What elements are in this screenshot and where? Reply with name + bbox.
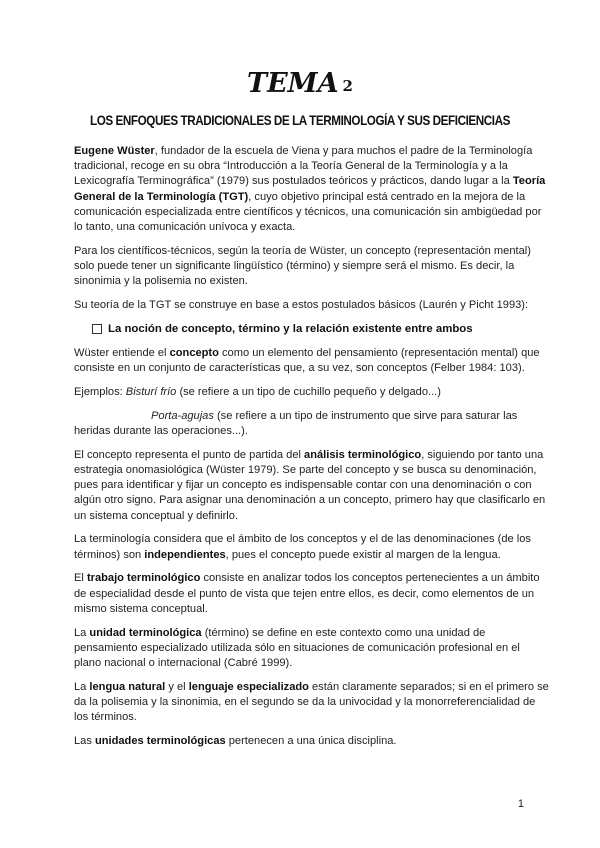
paragraph-text: están claramente separados; si en el primero se da la polisemia y la sinonimia, en el segundo se da la univocidad y la monorreferencialidad de los términos. — [74, 680, 549, 724]
bold-term: análisis terminológico — [304, 448, 422, 461]
paragraph-text: consiste en analizar todos los conceptos pertenecientes a un ámbito de especialidad desde el punto de vista que tejen entre ellos, es decir, como elementos de un mismo sistema conceptual. — [74, 572, 540, 615]
chapter-number: 2 — [342, 77, 353, 95]
paragraph-concepto — [74, 346, 550, 376]
bold-term: Eugene Wüster — [74, 145, 155, 157]
paragraph-text: , cuyo objetivo principal está centrado en la mejora de la comunicación especializada entre científicos y técnicos, una comunicación sin ambigüedad por lo tanto, una comunicación unívoca y exacta. — [74, 190, 542, 234]
paragraph-text: y el — [165, 680, 189, 693]
paragraph-postulados: Su teoría de la TGT se construye en base a estos postulados básicos (Laurén y Picht 1993): — [74, 299, 529, 312]
bold-term: lenguaje especializado — [188, 680, 309, 693]
postulate-item — [92, 322, 550, 337]
chapter-heading — [0, 68, 600, 99]
paragraph-text: , pues el concepto puede existir al margen de la lengua. — [225, 548, 501, 561]
postulate-label: La noción de concepto, término y la relación existente entre ambos — [108, 322, 473, 335]
paragraph-lengua — [74, 680, 550, 726]
paragraph-text: La — [74, 626, 90, 639]
page-number: 1 — [517, 798, 524, 810]
paragraph-unidades — [74, 734, 550, 749]
paragraph-independientes — [74, 532, 550, 562]
paragraph-trabajo — [74, 571, 550, 617]
paragraph-text: La — [74, 680, 90, 693]
paragraph-wuster-intro — [74, 144, 550, 235]
paragraph-text: La terminología considera que el ámbito de los conceptos y el de las denominaciones (de los términos) son — [74, 533, 531, 561]
checkbox-icon — [92, 324, 102, 334]
bold-term: lengua natural — [89, 680, 166, 693]
paragraph-text: , fundador de la escuela de Viena y para muchos el padre de la Terminología tradicional, recoge en su obra “Introducción a la Teoría General de la Terminología y a la Lexicografía Terminográfica” (1979) sus postulados teóricos y prácticos, dando lugar a la — [74, 145, 533, 188]
example-term: Porta-agujas — [151, 409, 214, 422]
bold-term: concepto — [169, 347, 219, 360]
example-1 — [74, 385, 550, 400]
bold-term: independientes — [144, 548, 226, 561]
bold-term: trabajo terminológico — [86, 572, 201, 585]
bold-term: unidades terminológicas — [94, 735, 226, 748]
paragraph-cientificos: Para los científicos-técnicos, según la teoría de Wüster, un concepto (representación mental) solo puede tener un significante lingüístico (término) y siempre será el mismo. Es decir, la sinonimia y la polisemia no existen. — [74, 244, 531, 288]
paragraph-text: (término) se define en este contexto como una unidad de pensamiento especializado utilizada sólo en situaciones de comunicación profesional en el plano nacional o internacional (Cabré 1999). — [74, 626, 520, 670]
paragraph-analisis — [74, 448, 550, 524]
paragraph-text: pertenecen a una única disciplina. — [225, 735, 397, 748]
document-body — [74, 144, 550, 758]
bold-term: unidad terminológica — [89, 626, 202, 639]
paragraph-text: El — [74, 572, 87, 585]
paragraph-text: , siguiendo por tanto una estrategia onomasiológica (Wüster 1979). Se parte del concepto y se busca su denominación, pues para identificar y fijar un concepto es indispensable contar con una denominación o con algún otro signo. Para asignar una denominación a un concepto, primero hay que clasificarlo en un sistema conceptual y definirlo. — [74, 448, 546, 522]
example-description: (se refiere a un tipo de cuchillo pequeño y delgado...) — [176, 386, 441, 399]
paragraph-text: Wüster entiende el — [74, 347, 170, 360]
paragraph-text: El concepto representa el punto de partida del — [74, 448, 305, 461]
chapter-word: TEMA — [247, 68, 339, 99]
example-term: Bisturí frío — [125, 386, 177, 399]
page-title: LOS ENFOQUES TRADICIONALES DE LA TERMINOLOGÍA Y SUS DEFICIENCIAS — [89, 113, 511, 128]
paragraph-unidad — [74, 626, 550, 672]
paragraph-text: como un elemento del pensamiento (representación mental) que consiste en un conjunto de características que, a su vez, son conceptos (Felber 1984: 103). — [74, 347, 540, 375]
example-description: (se refiere a un tipo de instrumento que sirve para saturar las heridas durante las operaciones...). — [74, 409, 518, 438]
example-label: Ejemplos: — [74, 386, 126, 399]
bold-term: Teoría General de la Terminología (TGT) — [74, 175, 546, 203]
example-2 — [74, 409, 550, 439]
paragraph-text: Las — [74, 735, 95, 748]
